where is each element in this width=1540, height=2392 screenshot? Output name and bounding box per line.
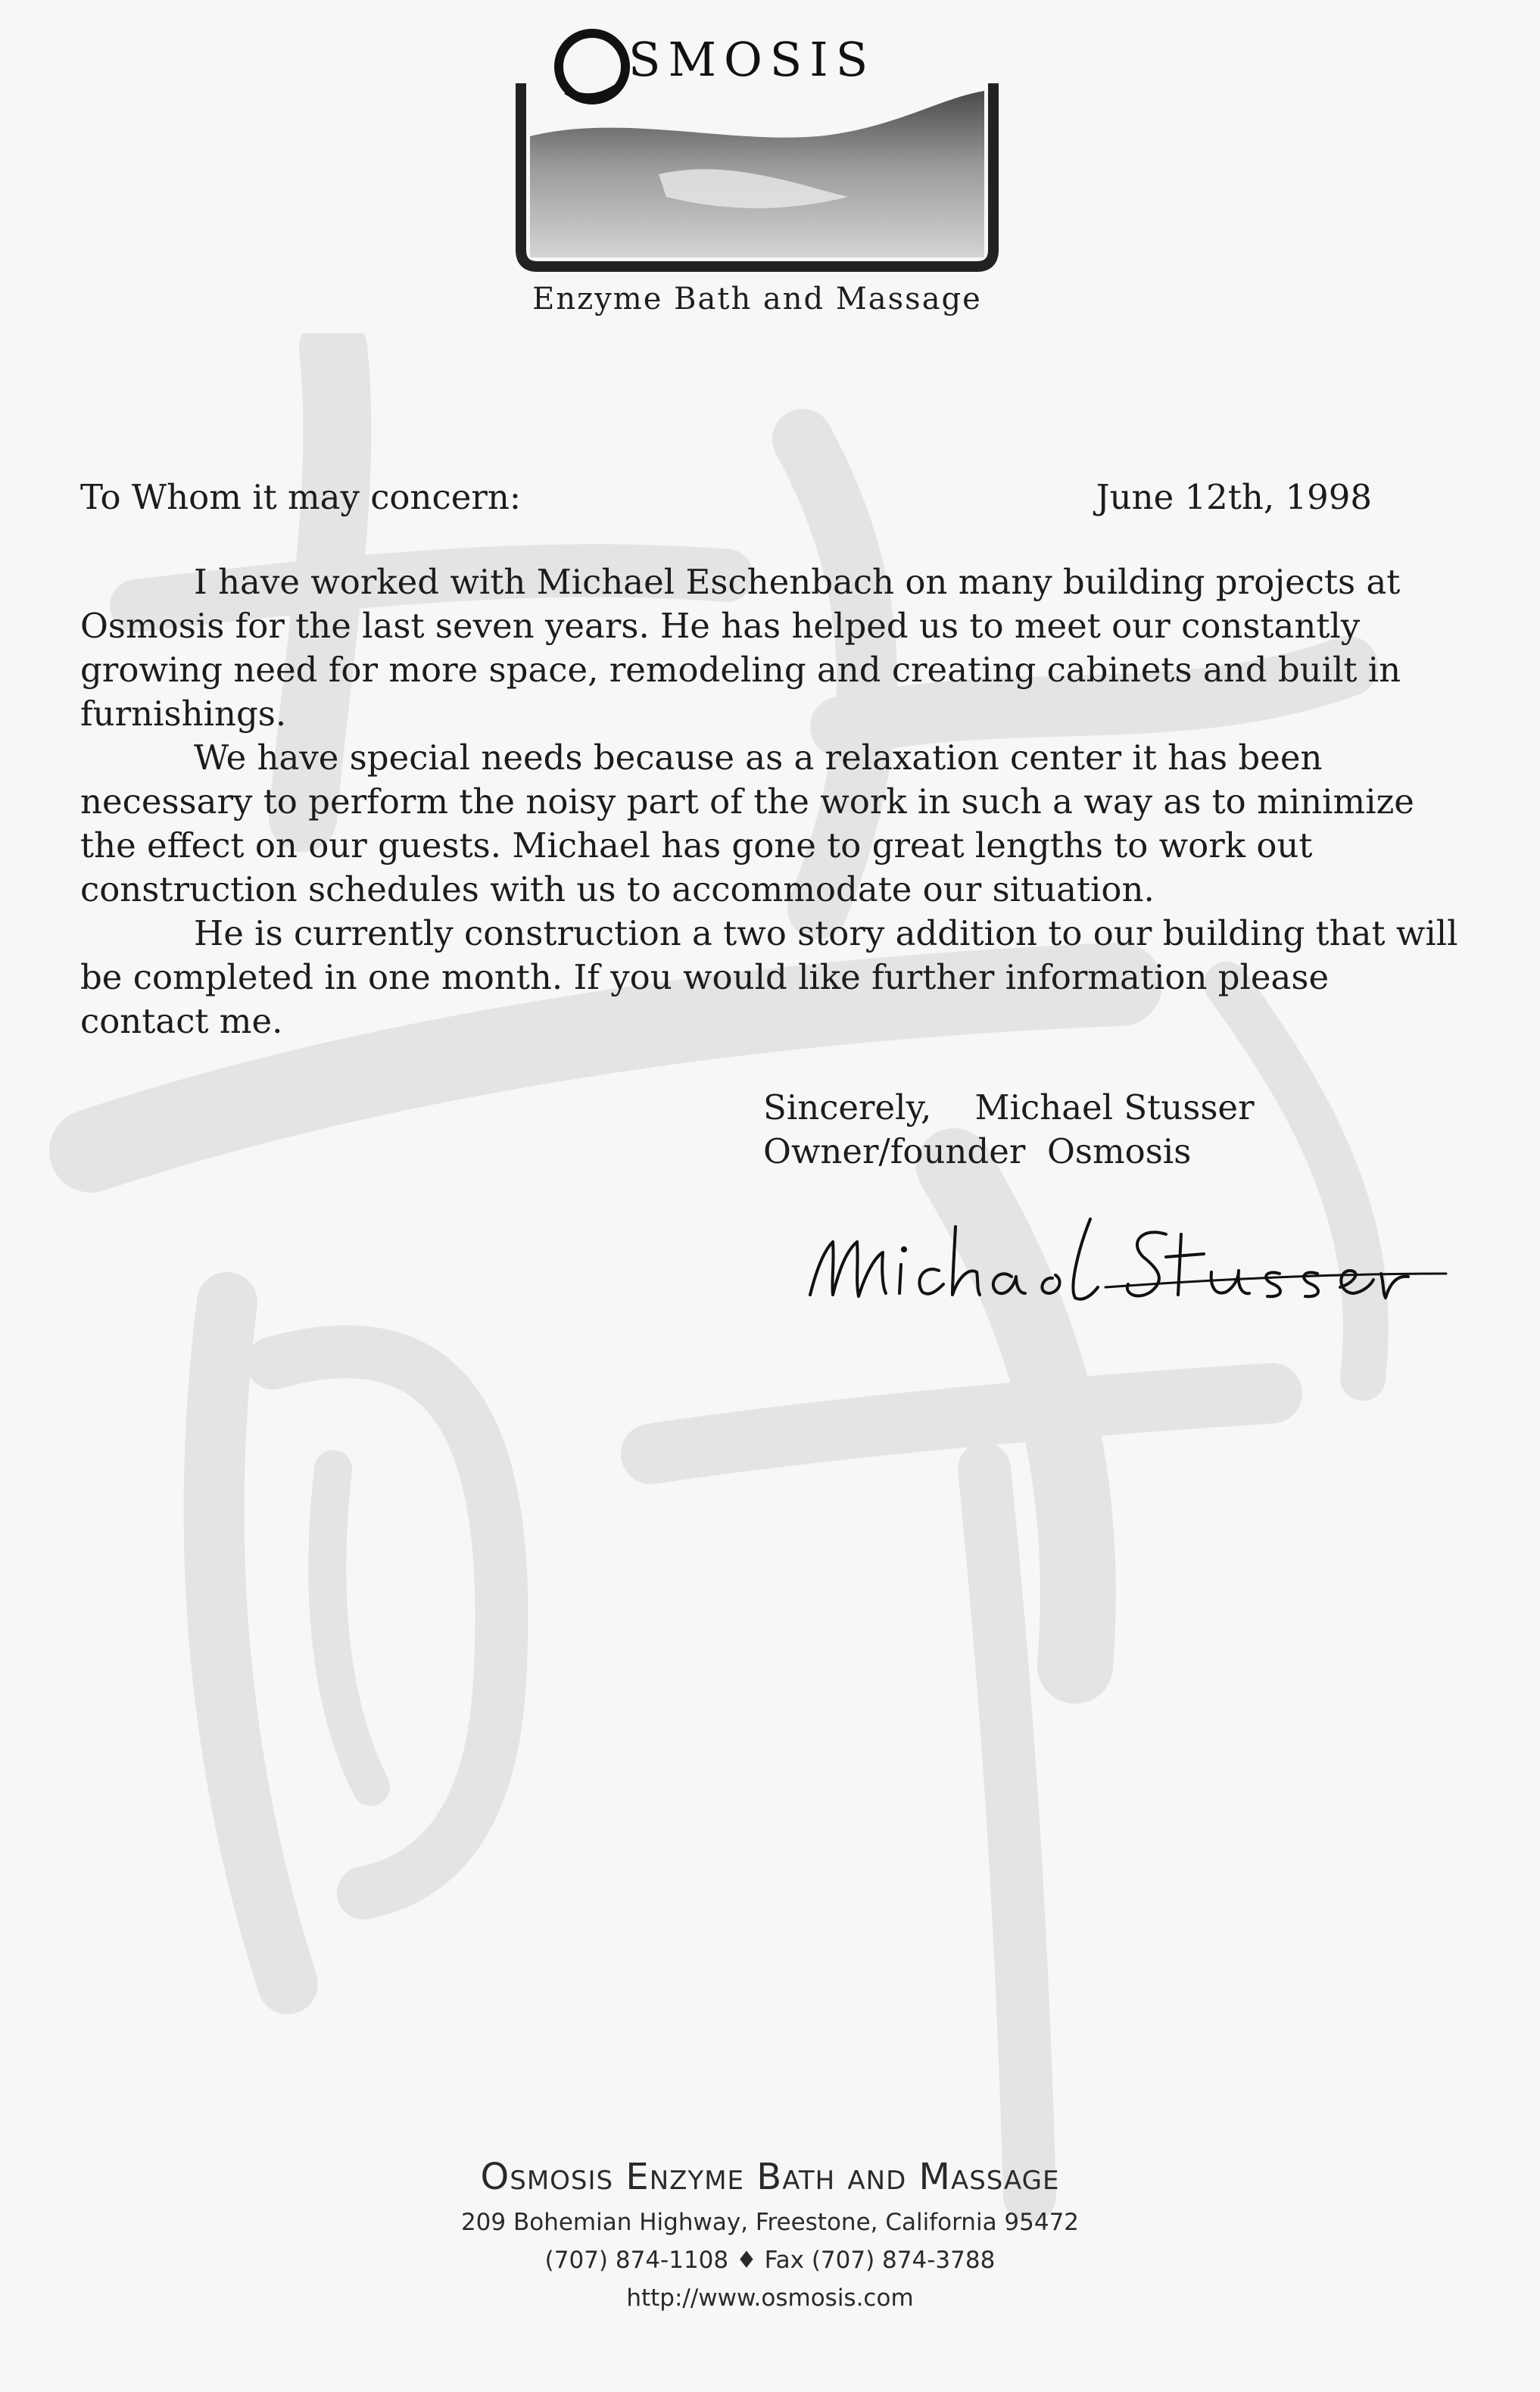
letter-date: June 12th, 1998 [1096,477,1372,517]
signer-company: Osmosis [1046,1131,1192,1171]
letterhead-footer [0,2150,1540,2317]
footer-address: 209 Bohemian Highway, Freestone, California 95472 [460,2209,1080,2236]
letter-body [80,560,1458,1043]
signer-title: Owner/founder [763,1131,1026,1171]
footer-website-link[interactable]: http://www.osmosis.com [626,2284,914,2312]
logo-tagline: Enzyme Bath and Massage [532,282,982,317]
body-paragraph: He is currently construction a two story addition to our building that will be completed in one month. If you would like further information please contact me. [80,913,1458,1041]
letter-closing [763,1086,1255,1174]
closing-phrase: Sincerely, [763,1087,932,1127]
body-paragraph: We have special needs because as a relaxation center it has been necessary to perform the noisy part of the work in such a way as to minimize the effect on our guests. Michael has gone to great lengths to work out construction schedules with us to accommodate our situation. [80,738,1414,909]
footer-fax: Fax (707) 874-3788 [764,2247,996,2274]
diamond-separator-icon: ♦ [736,2247,757,2274]
handwritten-signature [787,1204,1454,1325]
osmosis-logo [500,23,1015,326]
logo-wordmark: SMOSIS [628,32,876,87]
signer-name: Michael Stusser [974,1087,1255,1127]
body-paragraph: I have worked with Michael Eschenbach on many building projects at Osmosis for the last seven years. He has helped us to meet our constantly growing need for more space, remodeling and creating cabinets and built in furnishings. [80,562,1401,734]
footer-contact-numbers [0,2241,1540,2279]
footer-phone: (707) 874-1108 [544,2247,729,2274]
logo-emblem-icon [500,23,1015,280]
salutation: To Whom it may concern: [80,477,521,517]
footer-company-name: Osmosis Enzyme Bath and Massage [480,2156,1060,2198]
